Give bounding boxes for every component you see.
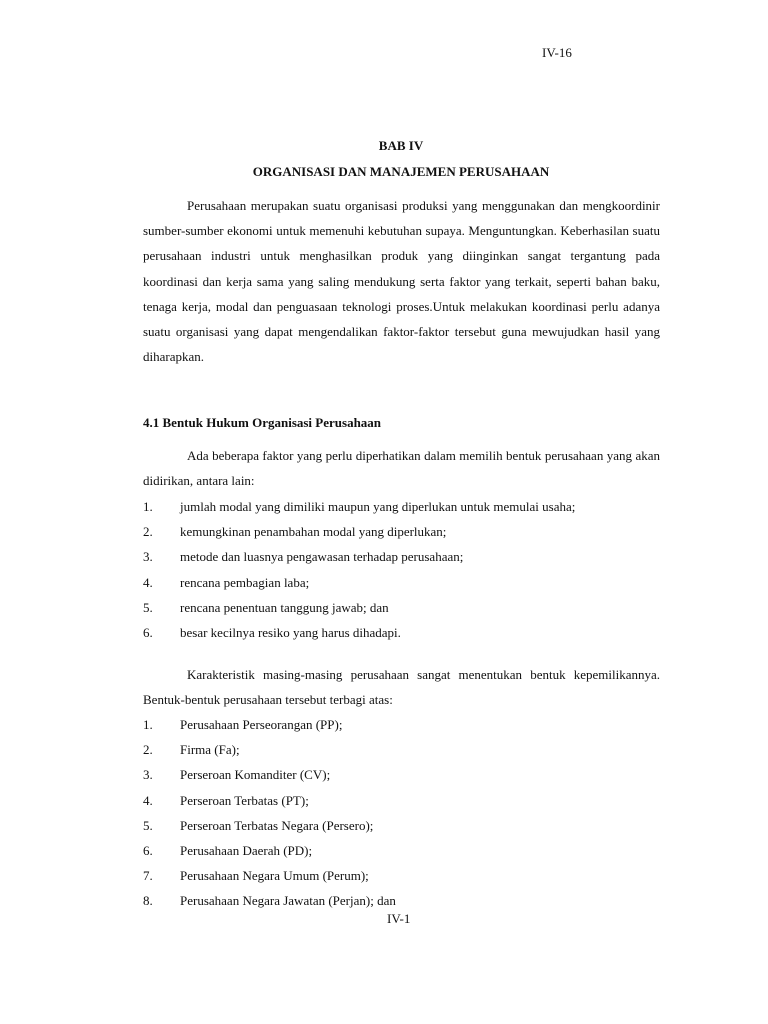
list-item-text: metode dan luasnya pengawasan terhadap perusahaan; [180, 549, 464, 565]
list-item-number: 4. [143, 574, 153, 590]
list-item-text: Firma (Fa); [180, 742, 240, 758]
intro-paragraph [143, 193, 660, 369]
list-item-text: Perseroan Terbatas (PT); [180, 792, 309, 808]
list-item-text: Perusahaan Negara Jawatan (Perjan); dan [180, 893, 396, 909]
list-item [143, 838, 660, 863]
list-item-number: 3. [143, 549, 153, 565]
list-item [143, 863, 660, 888]
list-item [143, 788, 660, 813]
list-item [143, 762, 660, 787]
list-item [143, 519, 660, 544]
list-item-text: Perusahaan Perseorangan (PP); [180, 717, 343, 732]
factors-list [143, 494, 660, 645]
list-item [143, 737, 660, 762]
list-item-number: 3. [143, 767, 153, 783]
list-item-text: Perseroan Terbatas Negara (Persero); [180, 817, 374, 833]
list-item-number: 7. [143, 868, 153, 884]
list-item-text: Perusahaan Daerah (PD); [180, 842, 313, 858]
header-page-number: IV-16 [542, 45, 572, 60]
list-item [143, 888, 660, 913]
forms-intro-paragraph [143, 662, 660, 712]
list-item-text: Perseroan Komanditer (CV); [180, 767, 331, 783]
list-item-number: 4. [143, 792, 153, 808]
list-item [143, 544, 660, 569]
list-item-number: 1. [143, 499, 153, 514]
factors-intro-text: Ada beberapa faktor yang perlu diperhatikan dalam memilih bentuk perusahaan yang akan didirikan, antara lain: [143, 448, 660, 489]
section-heading: 4.1 Bentuk Hukum Organisasi Perusahaan [143, 415, 382, 430]
list-item-number: 1. [143, 717, 153, 732]
list-item-text: jumlah modal yang dimiliki maupun yang diperlukan untuk memulai usaha; [180, 499, 576, 514]
list-item-text: rencana pembagian laba; [180, 574, 310, 590]
footer-page-number: IV-1 [387, 911, 411, 926]
list-item-text: Perusahaan Negara Umum (Perum); [180, 868, 369, 884]
list-item-number: 5. [143, 817, 153, 833]
list-item [143, 595, 660, 620]
list-item [143, 712, 660, 737]
factors-intro-paragraph [143, 443, 660, 493]
chapter-title: ORGANISASI DAN MANAJEMEN PERUSAHAAN [252, 164, 550, 179]
list-item-text: kemungkinan penambahan modal yang diperlukan; [180, 524, 447, 540]
list-item-text: rencana penentuan tanggung jawab; dan [180, 599, 389, 615]
list-item [143, 494, 660, 519]
forms-intro-text: Karakteristik masing-masing perusahaan sangat menentukan bentuk kepemilikannya. Bentuk-bentuk perusahaan tersebut terbagi atas: [143, 667, 660, 708]
company-forms-list [143, 712, 660, 914]
list-item [143, 813, 660, 838]
intro-paragraph-text: Perusahaan merupakan suatu organisasi produksi yang menggunakan dan mengkoordinir sumber-sumber ekonomi untuk memenuhi kebutuhan supaya. Menguntungkan. Keberhasilan suatu perusahaan industri untuk menghasilkan produk yang diinginkan sangat tergantung pada koordinasi dan kerja sama yang saling mendukung serta faktor yang terkait, seperti bahan baku, tenaga kerja, modal dan penguasaan teknologi proses.Untuk melakukan koordinasi perlu adanya suatu organisasi yang dapat mengendalikan faktor-faktor tersebut guna mewujudkan hasil yang diharapkan. [143, 198, 660, 365]
chapter-label: BAB IV [378, 138, 424, 153]
list-item [143, 620, 660, 645]
list-item-number: 8. [143, 893, 153, 909]
list-item-number: 2. [143, 524, 153, 540]
list-item-text: besar kecilnya resiko yang harus dihadapi. [180, 624, 401, 640]
list-item-number: 5. [143, 599, 153, 615]
list-item [143, 570, 660, 595]
list-item-number: 6. [143, 842, 153, 858]
list-item-number: 6. [143, 624, 153, 640]
list-item-number: 2. [143, 742, 153, 758]
